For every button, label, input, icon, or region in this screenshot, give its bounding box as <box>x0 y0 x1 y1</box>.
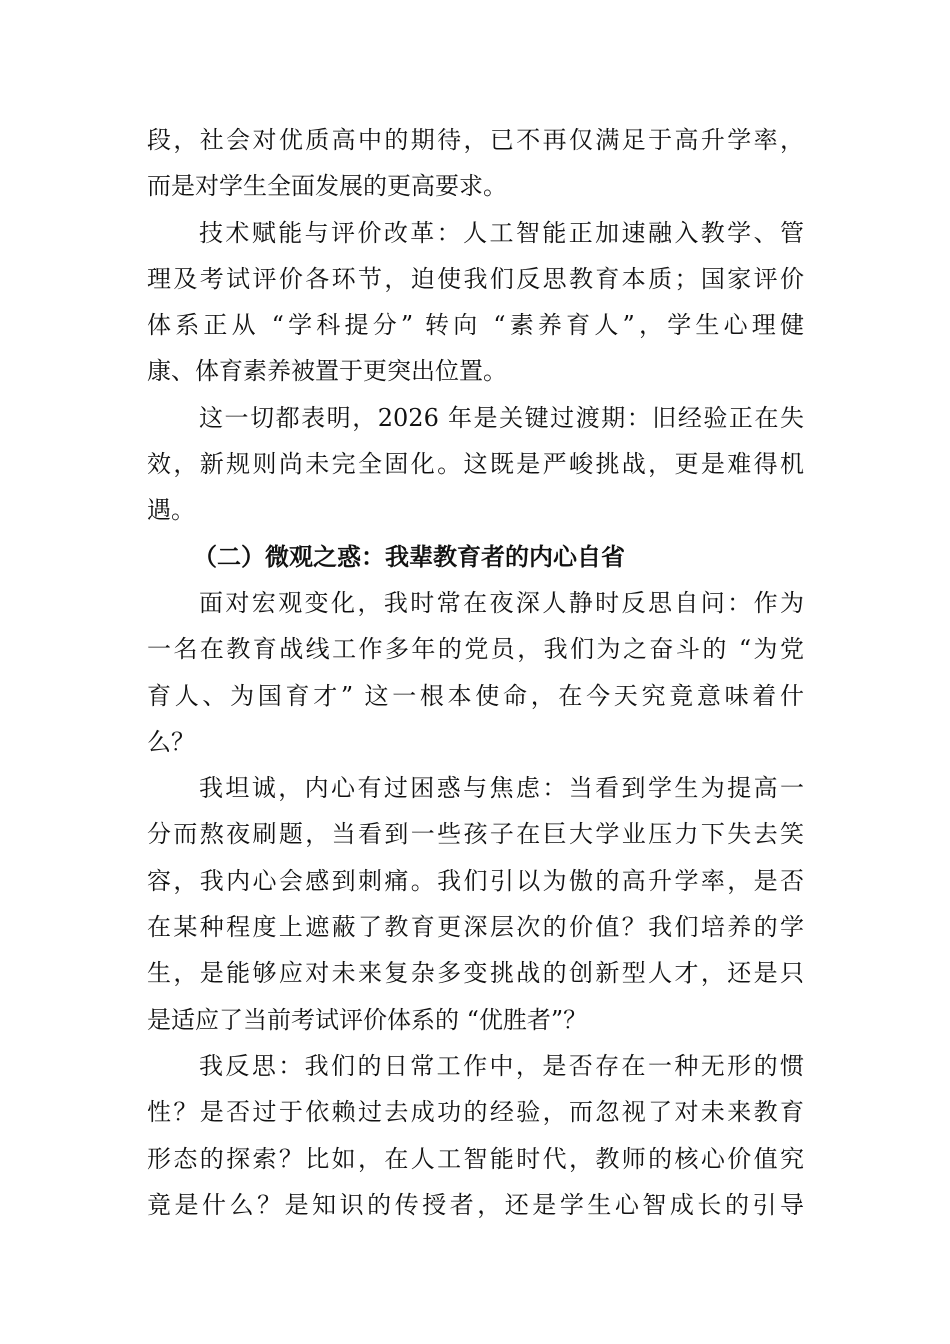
text-line: 理及考试评价各环节，迫使我们反思教育本质；国家评价 <box>147 264 804 293</box>
text-line: 体系正从 “学科提分” 转向 “素养育人”，学生心理健 <box>147 311 804 340</box>
text-line: 段，社会对优质高中的期待，已不再仅满足于高升学率， <box>147 126 804 154</box>
text-line: 性？是否过于依赖过去成功的经验，而忽视了对未来教育 <box>147 1098 804 1127</box>
text-line: 是适应了当前考试评价体系的 “优胜者”？ <box>147 1005 588 1034</box>
text-line: 这一切都表明，2026 年是关键过渡期：旧经验正在失 <box>199 403 804 432</box>
text-line: 容，我内心会感到刺痛。我们引以为傲的高升学率，是否 <box>147 866 804 895</box>
text-line: 面对宏观变化，我时常在夜深人静时反思自问：作为 <box>199 588 804 617</box>
text-line: 技术赋能与评价改革：人工智能正加速融入教学、管 <box>199 218 804 247</box>
document-page <box>147 117 804 1228</box>
text-line: 而是对学生全面发展的更高要求。 <box>147 172 507 201</box>
text-line: 遇。 <box>147 496 195 525</box>
text-line: 康、体育素养被置于更突出位置。 <box>147 357 507 386</box>
section-heading: （二）微观之惑：我辈教育者的内心自省 <box>193 541 625 571</box>
text-line: 形态的探索？比如，在人工智能时代，教师的核心价值究 <box>147 1144 804 1173</box>
text-line: 生，是能够应对未来复杂多变挑战的创新型人才，还是只 <box>147 959 804 988</box>
text-line: 效，新规则尚未完全固化。这既是严峻挑战，更是难得机 <box>147 450 804 479</box>
text-line: 我坦诚，内心有过困惑与焦虑：当看到学生为提高一 <box>199 774 804 803</box>
text-line: 我反思：我们的日常工作中，是否存在一种无形的惯 <box>199 1051 804 1080</box>
text-line: 竟是什么？是知识的传授者，还是学生心智成长的引导 <box>147 1190 804 1219</box>
text-line: 么？ <box>147 727 195 756</box>
text-line: 分而熬夜刷题，当看到一些孩子在巨大学业压力下失去笑 <box>147 820 804 849</box>
text-line: 在某种程度上遮蔽了教育更深层次的价值？我们培养的学 <box>147 913 804 942</box>
text-line: 育人、为国育才” 这一根本使命，在今天究竟意味着什 <box>147 681 804 710</box>
text-line: 一名在教育战线工作多年的党员，我们为之奋斗的 “为党 <box>147 635 804 664</box>
